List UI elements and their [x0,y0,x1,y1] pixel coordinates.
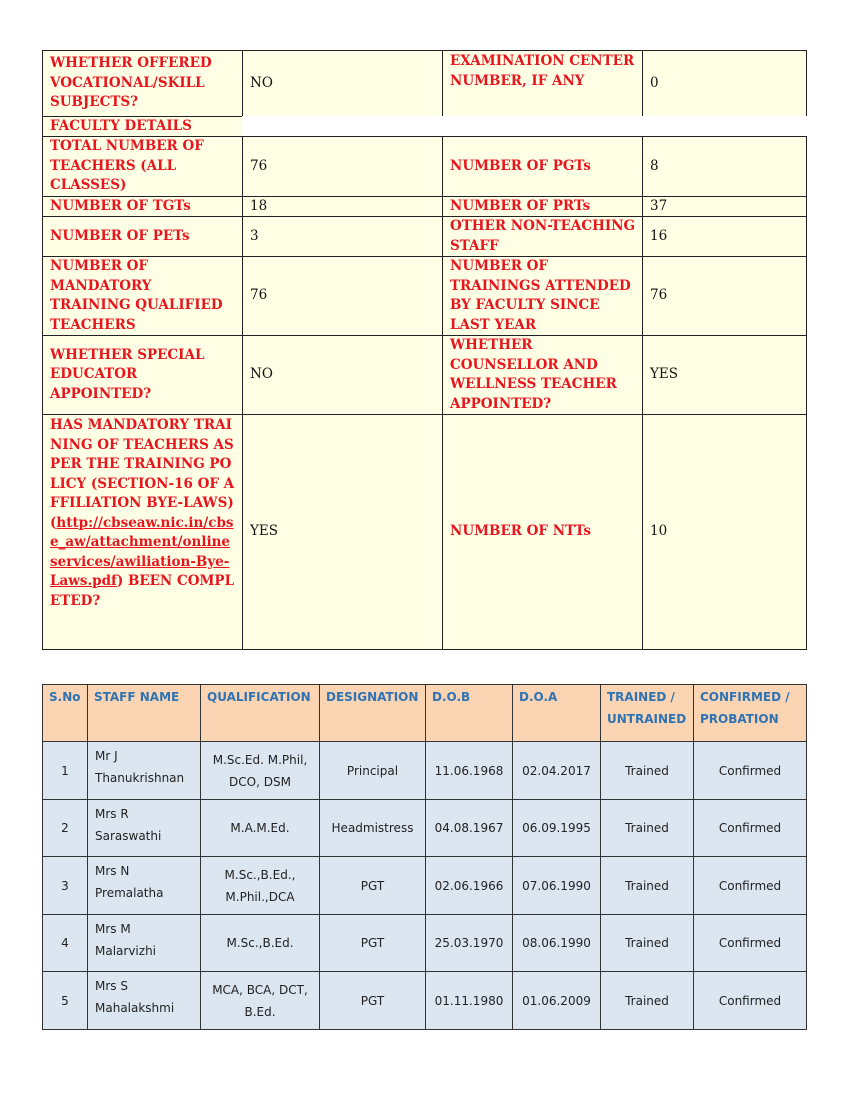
row-3-sno: 3 [42,856,88,915]
row-5-trained: Trained [600,971,694,1030]
row-4-confirmed: Confirmed [693,914,807,972]
row-2-dob: 04.08.1967 [425,799,513,857]
ntts-value: 10 [642,414,807,650]
row-2-designation: Headmistress [319,799,426,857]
nonteaching-value: 16 [642,216,807,257]
header-sno: S.No [42,684,88,742]
row-5-staff-name: Mrs S Mahalakshmi [87,971,201,1030]
vocational-value: NO [242,50,443,117]
exam-center-value: 0 [642,50,807,117]
total-teachers-value: 76 [242,136,443,197]
pgts-value: 8 [642,136,807,197]
pets-value: 3 [242,216,443,257]
row-5-doa: 01.06.2009 [512,971,601,1030]
row-2-qualification: M.A.M.Ed. [200,799,320,857]
row-1-confirmed: Confirmed [693,741,807,800]
staff-table [42,684,807,1030]
row-3-qualification: M.Sc.,B.Ed., M.Phil.,DCA [200,856,320,915]
row-4-trained: Trained [600,914,694,972]
mandatory-qualified-label: NUMBER OF MANDATORY TRAINING QUALIFIED TEACHERS [42,256,243,336]
row-5-dob: 01.11.1980 [425,971,513,1030]
row-4-sno: 4 [42,914,88,972]
row-5-designation: PGT [319,971,426,1030]
faculty-details-table [42,50,807,650]
total-teachers-label: TOTAL NUMBER OF TEACHERS (ALL CLASSES) [42,136,243,197]
tgts-value: 18 [242,196,443,217]
mandatory-training-value: YES [242,414,443,650]
trainings-attended-value: 76 [642,256,807,336]
exam-center-label: EXAMINATION CENTER NUMBER, IF ANY [442,50,643,117]
row-1-doa: 02.04.2017 [512,741,601,800]
header-staff-name: STAFF NAME [87,684,201,742]
special-educator-label: WHETHER SPECIAL EDUCATOR APPOINTED? [42,335,243,415]
header-trained: TRAINED / UNTRAINED [600,684,694,742]
row-2-sno: 2 [42,799,88,857]
prts-value: 37 [642,196,807,217]
row-3-designation: PGT [319,856,426,915]
heading-spacer [242,116,807,137]
trainings-attended-label: NUMBER OF TRAININGS ATTENDED BY FACULTY SINCE LAST YEAR [442,256,643,336]
header-dob: D.O.B [425,684,513,742]
faculty-section-heading: FACULTY DETAILS [42,116,243,137]
prts-label: NUMBER OF PRTs [442,196,643,217]
row-5-confirmed: Confirmed [693,971,807,1030]
tgts-label: NUMBER OF TGTs [42,196,243,217]
vocational-label: WHETHER OFFERED VOCATIONAL/SKILL SUBJECTS? [42,50,243,117]
row-2-trained: Trained [600,799,694,857]
header-qualification: QUALIFICATION [200,684,320,742]
counsellor-value: YES [642,335,807,415]
header-doa: D.O.A [512,684,601,742]
row-2-doa: 06.09.1995 [512,799,601,857]
nonteaching-label: OTHER NON-TEACHING STAFF [442,216,643,257]
header-confirmed: CONFIRMED / PROBATION [693,684,807,742]
row-1-staff-name: Mr J Thanukrishnan [87,741,201,800]
row-4-dob: 25.03.1970 [425,914,513,972]
row-2-staff-name: Mrs R Saraswathi [87,799,201,857]
row-5-qualification: MCA, BCA, DCT, B.Ed. [200,971,320,1030]
row-3-dob: 02.06.1966 [425,856,513,915]
ntts-label: NUMBER OF NTTs [442,414,643,650]
row-2-confirmed: Confirmed [693,799,807,857]
affiliation-bye-laws-link[interactable]: http://cbseaw.nic.in/cbse_aw/attachment/onlineservices/awiliation-Bye-Laws.pdf [50,514,234,589]
row-4-designation: PGT [319,914,426,972]
pgts-label: NUMBER OF PGTs [442,136,643,197]
row-3-confirmed: Confirmed [693,856,807,915]
row-3-trained: Trained [600,856,694,915]
row-3-staff-name: Mrs N Premalatha [87,856,201,915]
row-1-qualification: M.Sc.Ed. M.Phil, DCO, DSM [200,741,320,800]
mandatory-qualified-value: 76 [242,256,443,336]
row-5-sno: 5 [42,971,88,1030]
mandatory-training-text-1: HAS MANDATORY TRAINING OF TEACHERS AS PER THE TRAINING POLICY (SECTION-16 OF AFFILIATION BYE-LAWS) ( [50,417,235,531]
counsellor-label: WHETHER COUNSELLOR AND WELLNESS TEACHER APPOINTED? [442,335,643,415]
mandatory-training-label [42,414,243,650]
row-3-doa: 07.06.1990 [512,856,601,915]
pets-label: NUMBER OF PETs [42,216,243,257]
row-1-trained: Trained [600,741,694,800]
special-educator-value: NO [242,335,443,415]
row-4-staff-name: Mrs M Malarvizhi [87,914,201,972]
row-4-qualification: M.Sc.,B.Ed. [200,914,320,972]
row-4-doa: 08.06.1990 [512,914,601,972]
row-1-sno: 1 [42,741,88,800]
row-1-designation: Principal [319,741,426,800]
mandatory-training-text-2: ) BEEN COMPLETED? [50,573,235,609]
row-1-dob: 11.06.1968 [425,741,513,800]
header-designation: DESIGNATION [319,684,426,742]
